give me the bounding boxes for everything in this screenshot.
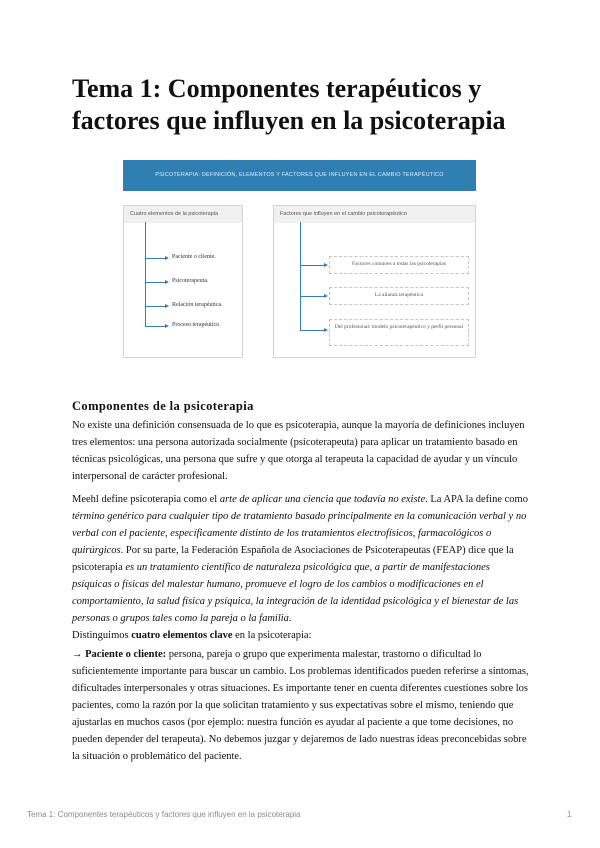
element-item: Psicoterapeuta. bbox=[172, 278, 209, 284]
page-title: Tema 1: Componentes terapéuticos y factores que influyen en la psicoterapia bbox=[72, 74, 506, 135]
connector-branch bbox=[145, 282, 165, 283]
quote-meehl: arte de aplicar una ciencia que todavía no existe bbox=[219, 494, 426, 505]
paragraph bbox=[72, 491, 530, 627]
arrow-icon: → bbox=[72, 649, 86, 660]
connector-branch bbox=[300, 265, 326, 266]
quote-apa: término genérico para cualquier tipo de tratamiento basado principalmente en la comunicación verbal y no verbal con el paciente, específicamente distinto de los tratamientos electrofísicos, farmacológicos o quirúrgicos bbox=[72, 511, 527, 556]
arrow-icon bbox=[165, 324, 169, 328]
bold-term: Paciente o cliente: bbox=[85, 649, 167, 660]
paragraph-text: en la psicoterapia: bbox=[232, 630, 312, 641]
elements-box-header: Cuatro elementos de la psicoterapia bbox=[124, 206, 242, 223]
connector-branch bbox=[300, 296, 326, 297]
arrow-icon bbox=[165, 256, 169, 260]
page-number: 1 bbox=[567, 810, 572, 819]
element-item: Relación terapéutica. bbox=[172, 302, 223, 308]
paragraph: No existe una definición consensuada de lo que es psicoterapia, aunque la mayoría de definiciones incluyen tres elementos: una persona autorizada socialmente (psicoterapeuta) para aplicar un tratamiento basado en técnicas psicológicas, una persona que sufre y que otorga al terapeuta la capacidad de ayudar y un vínculo interpersonal de carácter profesional. bbox=[72, 420, 525, 482]
factors-box-header: Factores que influyen en el cambio psicoterapéutico bbox=[274, 206, 475, 223]
arrow-icon bbox=[165, 304, 169, 308]
paragraph-text: Meehl define psicoterapia como el bbox=[72, 494, 220, 505]
footer-title: Tema 1: Componentes terapéuticos y factores que influyen en la psicoterapia bbox=[27, 810, 301, 819]
factors-connector-line bbox=[300, 222, 301, 330]
section-heading: Componentes de la psicoterapia bbox=[72, 399, 254, 413]
connector-branch bbox=[145, 306, 165, 307]
elements-connector-line bbox=[145, 222, 146, 326]
paragraph-text: Distinguimos bbox=[72, 630, 132, 641]
paragraph bbox=[72, 646, 530, 765]
arrow-icon bbox=[324, 328, 328, 332]
factor-item: La alianza terapéutica bbox=[329, 287, 469, 305]
connector-branch bbox=[145, 326, 165, 327]
element-item: Paciente o cliente. bbox=[172, 254, 216, 260]
diagram-banner: PSICOTERAPIA: DEFINICIÓN, ELEMENTOS Y FACTORES QUE INFLUYEN EN EL CAMBIO TERAPÉUTICO bbox=[123, 160, 476, 191]
paragraph-text: . Por su parte, la Federación Española de Asociaciones de Psicoterapeutas (FEAP) dice que la psicoterapia bbox=[72, 545, 514, 573]
arrow-icon bbox=[165, 280, 169, 284]
connector-branch bbox=[300, 330, 326, 331]
paragraph bbox=[72, 627, 530, 644]
arrow-icon bbox=[324, 294, 328, 298]
factor-item: Factores comunes a todas las psicoterapias bbox=[329, 256, 469, 274]
bold-term: cuatro elementos clave bbox=[131, 630, 233, 641]
arrow-icon bbox=[324, 263, 328, 267]
concept-diagram bbox=[123, 160, 476, 356]
paragraph-text: persona, pareja o grupo que experimenta malestar, trastorno o dificultad lo suficientemente importante para buscar un cambio. Los problemas identificados pueden referirse a síntomas, dificultades interpersonales y otras situaciones. Es importante tener en cuenta diferentes cuestiones sobre los pacientes, como la razón por la que solicitan tratamiento y sus expectativas sobre el mismo, teniendo que ajustarlas en muchos casos (por ejemplo: nuestra función es ayudar al paciente a que tome decisiones, no pueden depender del terapeuta). No debemos juzgar y dejaremos de lado nuestras ideas preconcebidas sobre la situación o problemático del paciente. bbox=[72, 649, 529, 762]
quote-feap: es un tratamiento científico de naturaleza psicológica que, a partir de manifestaciones psíquicas o físicas del malestar humano, promueve el logro de los cambios o modificaciones en el comportamiento, la salud física y psíquica, la integración de la identidad psicológica y el bienestar de las personas o grupos tales como la pareja o la familia bbox=[72, 562, 519, 624]
factor-item: Del profesional: modelo psicoterapéutico y perfil personal bbox=[329, 319, 469, 346]
paragraph-text: . bbox=[288, 613, 292, 624]
paragraph-text: . La APA la define como bbox=[425, 494, 528, 505]
connector-branch bbox=[145, 258, 165, 259]
element-item: Proceso terapéutico. bbox=[172, 322, 221, 328]
